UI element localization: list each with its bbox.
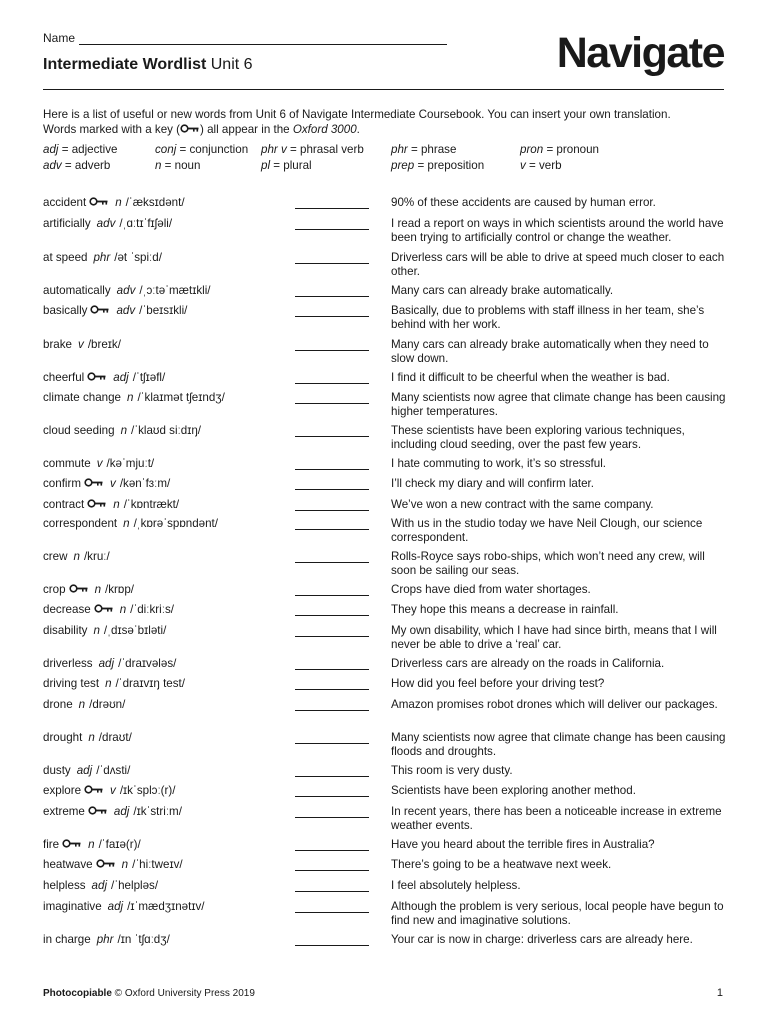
word-cell	[43, 196, 293, 210]
translation-blank[interactable]	[295, 316, 369, 317]
headword: driverless	[43, 657, 93, 670]
word-cell	[43, 933, 293, 947]
key-icon	[96, 858, 116, 872]
abbreviation-item	[391, 142, 456, 158]
key-icon	[90, 304, 110, 318]
headword: at speed	[43, 251, 88, 264]
abbreviation-item	[520, 158, 562, 174]
part-of-speech: adj	[98, 657, 115, 670]
example-sentence: Have you heard about the terrible fires in Australia?	[391, 838, 655, 851]
part-of-speech: adj	[113, 371, 129, 385]
pronunciation: /ˈæksɪdənt/	[125, 196, 185, 210]
translation-blank[interactable]	[295, 945, 369, 946]
word-cell	[43, 784, 293, 798]
word-cell	[43, 457, 293, 471]
pronunciation: /ˈtʃɪəfl/	[132, 371, 166, 385]
word-cell	[43, 838, 293, 852]
abbreviation-meaning: = pronoun	[543, 143, 599, 156]
headword: drought	[43, 731, 83, 744]
word-cell	[43, 338, 293, 352]
pronunciation: /ət ˈspiːd/	[114, 251, 162, 264]
name-line[interactable]	[79, 33, 447, 45]
abbreviation-item	[43, 142, 117, 158]
part-of-speech: n	[123, 517, 130, 530]
pronunciation: /ɪkˈstriːm/	[133, 805, 182, 819]
pronunciation: /ˈklaɪmət tʃeɪndʒ/	[137, 391, 225, 404]
headword: crew	[43, 550, 68, 563]
intro-line-2-mid: ) all appear in the	[200, 123, 293, 136]
translation-blank[interactable]	[295, 850, 369, 851]
brand-logo: Navigate	[556, 29, 724, 77]
pronunciation: /ɪkˈsplɔː(r)/	[119, 784, 176, 798]
abbreviation: n	[155, 158, 162, 172]
example-sentence: Many scientists now agree that climate change has been causing higher temperatures.	[391, 391, 726, 418]
abbreviation: phr v	[261, 143, 287, 156]
part-of-speech: n	[88, 731, 95, 744]
example-sentence: There’s going to be a heatwave next week.	[391, 858, 612, 871]
abbreviation: pron	[520, 143, 544, 156]
example-sentence: I find it difficult to be cheerful when the weather is bad.	[391, 371, 670, 384]
headword: correspondent	[43, 517, 118, 530]
abbreviation: pl	[261, 158, 271, 172]
key-icon	[84, 784, 104, 798]
example-sentence: I feel absolutely helpless.	[391, 879, 521, 892]
abbreviation-item	[43, 158, 110, 174]
translation-blank[interactable]	[295, 562, 369, 563]
example-sentence: We’ve won a new contract with the same company.	[391, 498, 654, 511]
page-title	[43, 56, 253, 74]
part-of-speech: adv	[116, 284, 136, 297]
translation-blank[interactable]	[295, 350, 369, 351]
part-of-speech: adj	[107, 900, 124, 913]
headword: driving test	[43, 677, 100, 690]
headword: in charge	[43, 933, 91, 946]
example-sentence: 90% of these accidents are caused by human error.	[391, 196, 656, 209]
translation-blank[interactable]	[295, 636, 369, 637]
abbreviation-item	[520, 142, 599, 158]
part-of-speech: phr	[93, 251, 111, 264]
part-of-speech: n	[121, 858, 129, 872]
word-cell	[43, 498, 293, 512]
part-of-speech: n	[115, 196, 122, 210]
pronunciation: /ˈklaʊd siːdɪŋ/	[131, 424, 202, 437]
intro-line-2-pre: Words marked with a key (	[43, 123, 181, 136]
headword: heatwave	[43, 858, 93, 872]
part-of-speech: n	[73, 550, 80, 563]
footer-copyright-text: © Oxford University Press 2019	[111, 988, 255, 999]
key-icon	[62, 838, 82, 852]
example-sentence: Although the problem is very serious, local people have begun to find new and imaginative solutions.	[391, 900, 724, 927]
part-of-speech: n	[126, 391, 134, 404]
part-of-speech: v	[78, 338, 84, 351]
translation-blank[interactable]	[295, 263, 369, 264]
part-of-speech: adv	[116, 304, 136, 318]
translation-blank[interactable]	[295, 208, 369, 209]
example-sentence: Many cars can already brake automatically.	[391, 284, 614, 297]
word-cell	[43, 698, 293, 712]
translation-blank[interactable]	[295, 817, 369, 818]
word-cell	[43, 805, 293, 819]
word-cell	[43, 677, 293, 691]
part-of-speech: n	[120, 424, 128, 437]
abbreviation-meaning: = phrasal verb	[286, 143, 364, 156]
headword: contract	[43, 498, 85, 512]
part-of-speech: v	[110, 784, 116, 798]
headword: basically	[43, 304, 88, 318]
part-of-speech: adj	[76, 764, 93, 777]
pronunciation: /breɪk/	[87, 338, 121, 351]
title-bold: Intermediate Wordlist	[43, 56, 207, 73]
abbreviation-meaning: = verb	[525, 158, 562, 172]
headword: crop	[43, 583, 66, 597]
page-number: 1	[716, 987, 723, 999]
abbreviation-item	[391, 158, 484, 174]
part-of-speech: n	[88, 838, 95, 852]
abbreviation-item	[261, 142, 364, 158]
pronunciation: /ˈdiːkriːs/	[130, 603, 174, 617]
abbreviation: adj	[43, 143, 59, 156]
headword: explore	[43, 784, 82, 798]
translation-blank[interactable]	[295, 383, 369, 384]
example-sentence: Crops have died from water shortages.	[391, 583, 591, 596]
part-of-speech: v	[96, 457, 103, 470]
pronunciation: /ˌdɪsəˈbɪləti/	[103, 624, 167, 637]
example-sentence: Many cars can already brake automatically when they need to slow down.	[391, 338, 709, 365]
translation-blank[interactable]	[295, 776, 369, 777]
headword: dusty	[43, 764, 71, 777]
example-sentence: This room is very dusty.	[391, 764, 513, 777]
abbreviation: prep	[391, 158, 415, 172]
title-unit: Unit 6	[210, 56, 253, 73]
abbreviation-row	[43, 158, 733, 174]
headword: extreme	[43, 805, 85, 819]
pronunciation: /kəˈmjuːt/	[106, 457, 155, 470]
translation-blank[interactable]	[295, 529, 369, 530]
key-icon	[87, 371, 107, 385]
abbreviation-meaning: = phrase	[407, 143, 457, 156]
word-cell	[43, 217, 293, 231]
headword: disability	[43, 624, 88, 637]
intro-line-2	[43, 122, 733, 137]
pronunciation: /draʊt/	[98, 731, 132, 744]
translation-blank[interactable]	[295, 710, 369, 711]
key-icon	[84, 477, 104, 491]
header-divider	[43, 89, 724, 90]
key-icon	[94, 603, 114, 617]
word-cell	[43, 603, 293, 617]
example-sentence: I’ll check my diary and will confirm later.	[391, 477, 594, 490]
example-sentence: With us in the studio today we have Neil Clough, our science correspondent.	[391, 517, 703, 544]
example-sentence: I read a report on ways in which scientists around the world have been trying to artificially control or change the weather.	[391, 217, 724, 244]
headword: drone	[43, 698, 73, 711]
abbreviation-meaning: = preposition	[414, 158, 485, 172]
abbreviation: conj	[155, 143, 177, 156]
key-icon	[69, 583, 89, 597]
part-of-speech: n	[113, 498, 120, 512]
example-sentence: They hope this means a decrease in rainfall.	[391, 603, 619, 616]
part-of-speech: adv	[96, 217, 116, 230]
footer-copyright	[43, 988, 255, 999]
translation-blank[interactable]	[295, 615, 369, 616]
part-of-speech: phr	[96, 933, 114, 946]
pronunciation: /kruː/	[83, 550, 110, 563]
headword: commute	[43, 457, 91, 470]
headword: confirm	[43, 477, 82, 491]
key-icon	[87, 498, 107, 512]
pronunciation: /ˈdʌsti/	[96, 764, 131, 777]
headword: accident	[43, 196, 87, 210]
pronunciation: /ˈhiːtweɪv/	[132, 858, 183, 872]
word-cell	[43, 900, 293, 914]
intro-line-1: Here is a list of useful or new words from Unit 6 of Navigate Intermediate Coursebook. You can insert your own translation.	[43, 108, 671, 121]
translation-blank[interactable]	[295, 669, 369, 670]
abbreviation-row	[43, 142, 733, 158]
pronunciation: /ˈdraɪvɪŋ test/	[115, 677, 185, 690]
word-cell	[43, 371, 293, 385]
part-of-speech: n	[119, 603, 127, 617]
example-sentence: Amazon promises robot drones which will deliver our packages.	[391, 698, 718, 711]
word-cell	[43, 764, 293, 778]
headword: cloud seeding	[43, 424, 115, 437]
headword: imaginative	[43, 900, 102, 913]
pronunciation: /ˈkɒntrækt/	[123, 498, 180, 512]
word-cell	[43, 550, 293, 564]
part-of-speech: adj	[91, 879, 108, 892]
pronunciation: /kənˈfɜːm/	[119, 477, 171, 491]
translation-blank[interactable]	[295, 743, 369, 744]
pronunciation: /ˈhelpləs/	[111, 879, 159, 892]
abbreviation: phr	[391, 143, 408, 156]
example-sentence: These scientists have been exploring various techniques, including cloud seeding, over the past few years.	[391, 424, 685, 451]
example-sentence: My own disability, which I have had since birth, means that I will never be able to drive a ‘real’ car.	[391, 624, 717, 651]
translation-blank[interactable]	[295, 891, 369, 892]
part-of-speech: n	[94, 583, 102, 597]
abbreviations-key	[43, 142, 733, 173]
translation-blank[interactable]	[295, 436, 369, 437]
example-sentence: Basically, due to problems with staff illness in her team, she’s behind with her work.	[391, 304, 705, 331]
translation-blank[interactable]	[295, 870, 369, 871]
word-cell	[43, 391, 293, 405]
example-sentence: I hate commuting to work, it’s so stressful.	[391, 457, 606, 470]
abbreviation-item	[261, 158, 312, 174]
example-sentence: How did you feel before your driving test?	[391, 677, 605, 690]
abbreviation-item	[155, 142, 248, 158]
key-icon	[180, 122, 200, 137]
translation-blank[interactable]	[295, 489, 369, 490]
example-sentence: Rolls-Royce says robo-ships, which won’t need any crew, will soon be sailing our seas.	[391, 550, 705, 577]
word-cell	[43, 731, 293, 745]
translation-blank[interactable]	[295, 296, 369, 297]
part-of-speech: v	[110, 477, 116, 491]
translation-blank[interactable]	[295, 469, 369, 470]
key-icon	[88, 805, 108, 819]
example-sentence: In recent years, there has been a noticeable increase in extreme weather events.	[391, 805, 722, 832]
pronunciation: /ˌkɒrəˈspɒndənt/	[133, 517, 219, 530]
word-cell	[43, 583, 293, 597]
intro-text	[43, 107, 733, 137]
abbreviation-meaning: = adverb	[61, 158, 111, 172]
example-sentence: Driverless cars are already on the roads in California.	[391, 657, 665, 670]
headword: cheerful	[43, 371, 85, 385]
part-of-speech: n	[105, 677, 112, 690]
translation-blank[interactable]	[295, 796, 369, 797]
translation-blank[interactable]	[295, 595, 369, 596]
name-field-row	[43, 31, 447, 45]
headword: helpless	[43, 879, 86, 892]
pronunciation: /ˈdraɪvələs/	[118, 657, 177, 670]
example-sentence: Scientists have been exploring another method.	[391, 784, 636, 797]
pronunciation: /ˈbeɪsɪkli/	[139, 304, 188, 318]
name-label: Name	[43, 31, 76, 45]
abbreviation-item	[155, 158, 200, 174]
translation-blank[interactable]	[295, 403, 369, 404]
word-cell	[43, 251, 293, 265]
word-cell	[43, 284, 293, 298]
word-cell	[43, 517, 293, 531]
intro-book-name: Oxford 3000	[292, 123, 357, 136]
pronunciation: /drəʊn/	[89, 698, 126, 711]
word-cell	[43, 424, 293, 438]
footer-photocopiable: Photocopiable	[43, 988, 112, 999]
pronunciation: /ˈfaɪə(r)/	[98, 838, 141, 852]
pronunciation: /krɒp/	[105, 583, 135, 597]
abbreviation-meaning: = noun	[161, 158, 201, 172]
word-cell	[43, 858, 293, 872]
abbreviation-meaning: = adjective	[58, 143, 118, 156]
word-cell	[43, 304, 293, 318]
pronunciation: /ɪˈmædʒɪnətɪv/	[127, 900, 205, 913]
translation-blank[interactable]	[295, 510, 369, 511]
headword: automatically	[43, 284, 111, 297]
translation-blank[interactable]	[295, 229, 369, 230]
translation-blank[interactable]	[295, 689, 369, 690]
part-of-speech: n	[78, 698, 86, 711]
abbreviation-meaning: = plural	[270, 158, 312, 172]
example-sentence: Driverless cars will be able to drive at speed much closer to each other.	[391, 251, 725, 278]
abbreviation-meaning: = conjunction	[176, 143, 249, 156]
abbreviation: adv	[43, 158, 62, 172]
abbreviation: v	[520, 158, 526, 172]
pronunciation: /ˌɑːtɪˈfɪʃəli/	[119, 217, 173, 230]
pronunciation: /ɪn ˈtʃɑːdʒ/	[117, 933, 170, 946]
headword: brake	[43, 338, 73, 351]
intro-line-2-end: .	[356, 123, 360, 136]
part-of-speech: adj	[113, 805, 130, 819]
key-icon	[89, 196, 109, 210]
translation-blank[interactable]	[295, 912, 369, 913]
example-sentence: Your car is now in charge: driverless cars are already here.	[391, 933, 693, 946]
headword: fire	[43, 838, 60, 852]
headword: decrease	[43, 603, 91, 617]
pronunciation: /ˌɔːtəˈmætɪkli/	[139, 284, 211, 297]
example-sentence: Many scientists now agree that climate change has been causing floods and droughts.	[391, 731, 726, 758]
word-cell	[43, 657, 293, 671]
word-cell	[43, 624, 293, 638]
part-of-speech: n	[93, 624, 100, 637]
headword: artificially	[43, 217, 91, 230]
word-cell	[43, 879, 293, 893]
headword: climate change	[43, 391, 121, 404]
word-cell	[43, 477, 293, 491]
